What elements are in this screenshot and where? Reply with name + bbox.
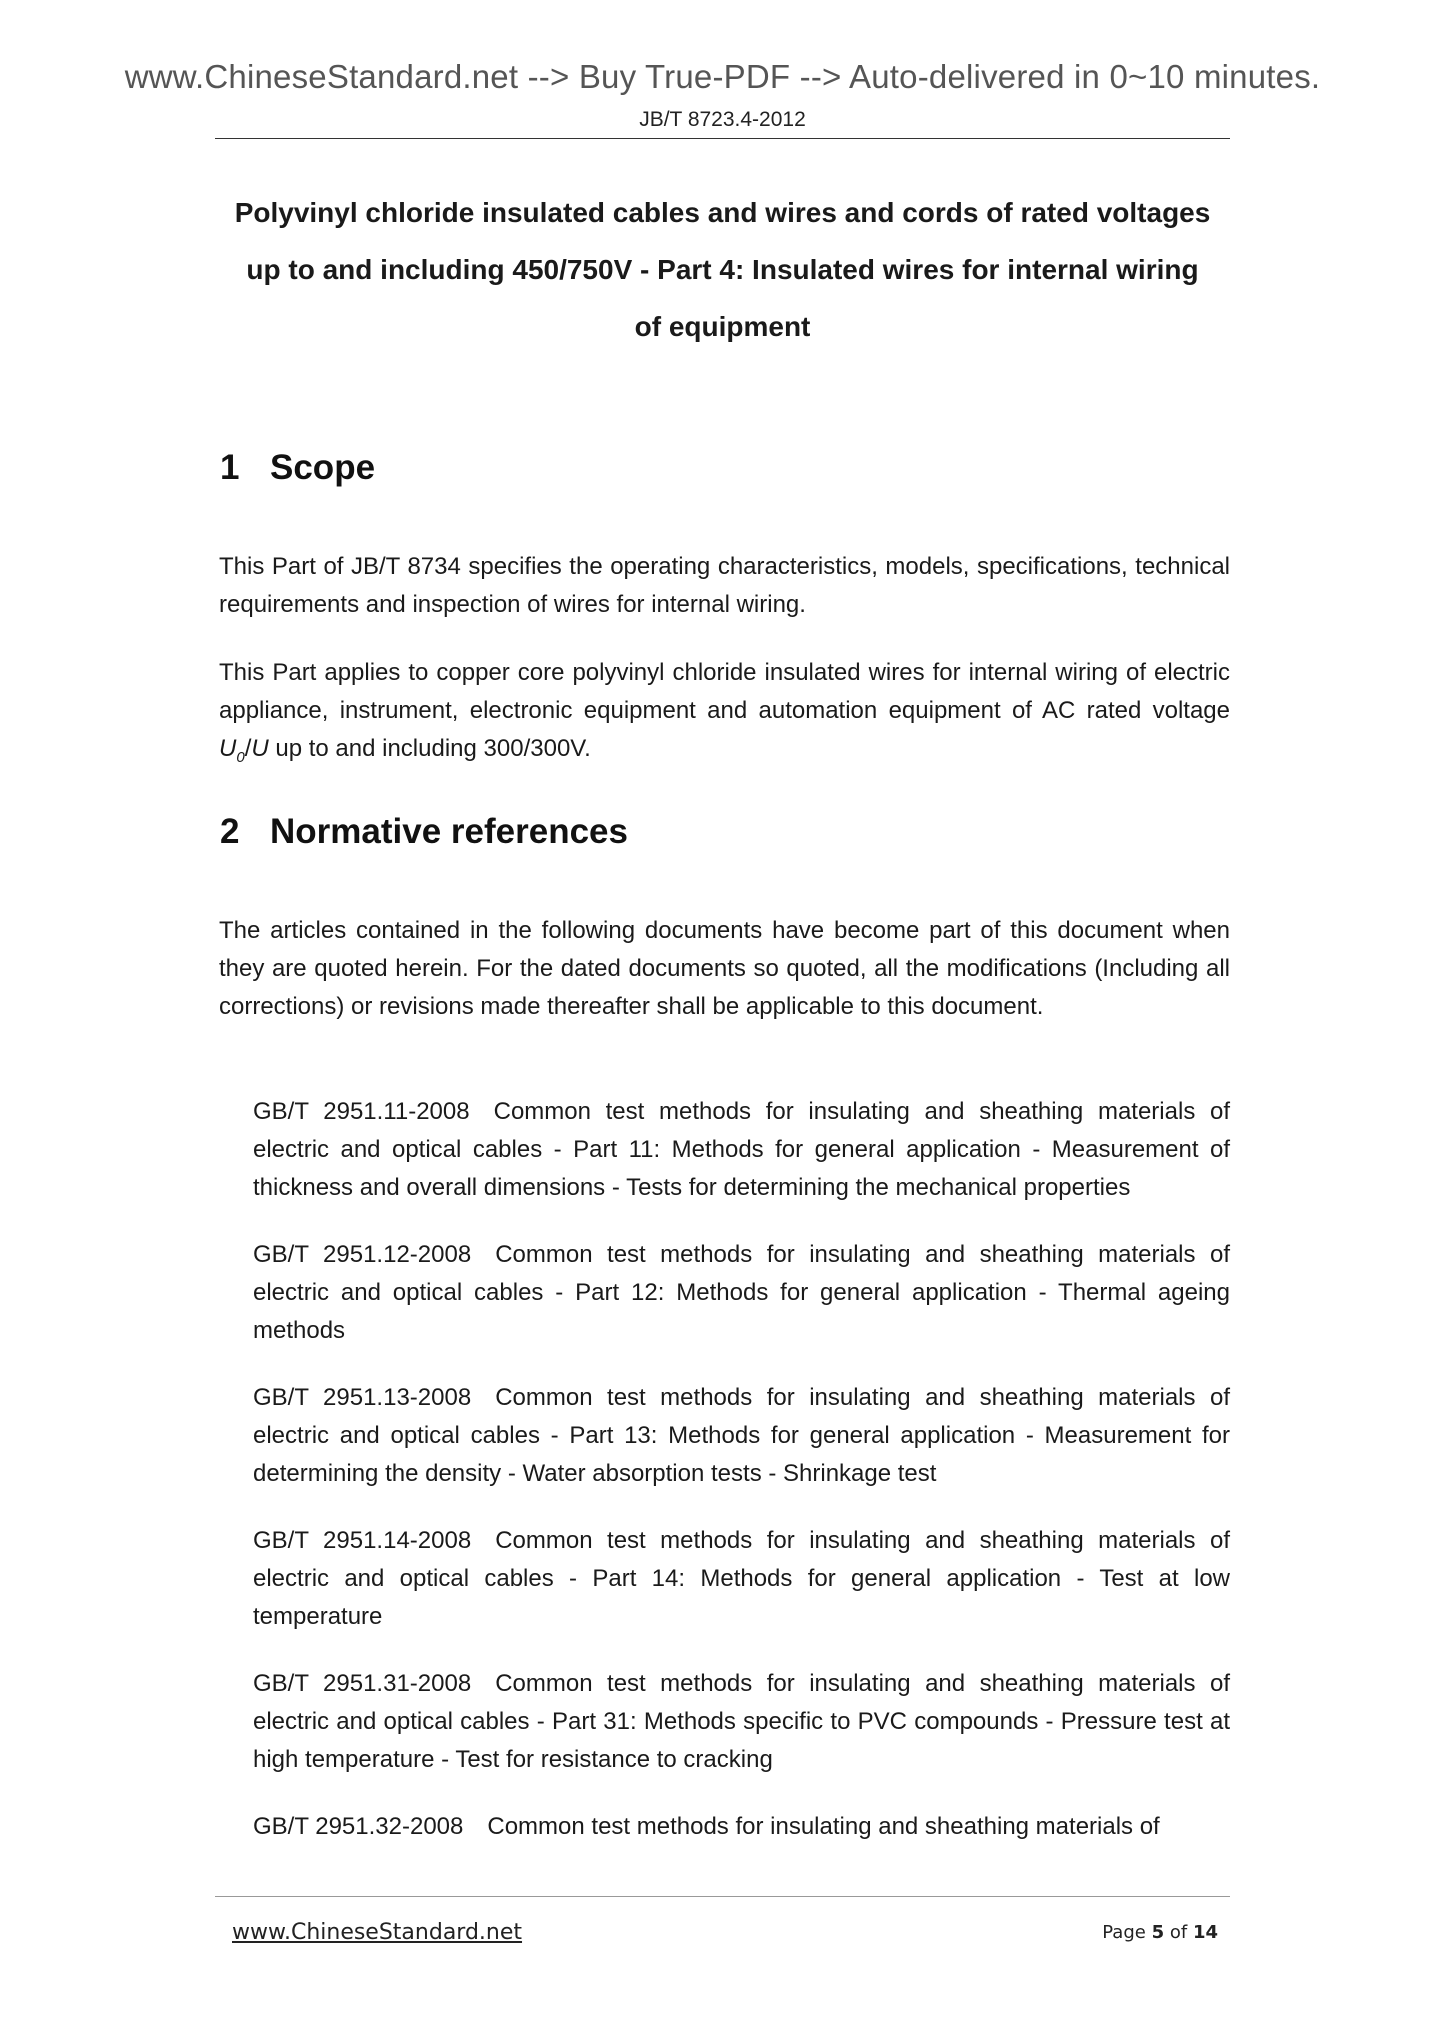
title-line-1: Polyvinyl chloride insulated cables and wires and cords of rated voltages	[234, 197, 1211, 228]
references-intro: The articles contained in the following documents have become part of this document when they are quoted herein. For the dated documents so quoted, all the modifications (Including all corrections) or revisions made thereafter shall be applicable to this document.	[219, 917, 1230, 1020]
reference-text: Common test methods for insulating and sheathing materials of electric and optical cables - Part 31: Methods specific to PVC compounds - Pressure test at high temperature - Test for resistance to cracking	[253, 1670, 1230, 1773]
current-page: 5	[1151, 1922, 1165, 1943]
section-title: Normative references	[270, 812, 628, 851]
section-title: Scope	[270, 448, 376, 487]
reference-item	[253, 1093, 1230, 1207]
voltage-symbol-u0: $U_0$	[219, 735, 245, 766]
reference-text: Common test methods for insulating and sheathing materials of electric and optical cables - Part 11: Methods for general application - Measurement of thickness and overall dimensions - Tests for determining the mechanical properties	[253, 1098, 1231, 1201]
scope-p2-tail: up to and including 300/300V.	[268, 735, 591, 762]
reference-text: Common test methods for insulating and sheathing materials of	[487, 1813, 1160, 1840]
document-title	[215, 184, 1230, 355]
scope-paragraph-1: This Part of JB/T 8734 specifies the operating characteristics, models, specifications, technical requirements and inspection of wires for internal wiring.	[219, 553, 1230, 618]
standard-code-header: JB/T 8723.4-2012	[639, 108, 806, 131]
section-number: 1	[220, 448, 240, 487]
reference-code: GB/T 2951.12-2008	[253, 1241, 472, 1268]
reference-item	[253, 1236, 1230, 1350]
reference-item	[253, 1522, 1230, 1636]
scope-p2-text: This Part applies to copper core polyvinyl chloride insulated wires for internal wiring of electric appliance, instrument, electronic equipment and automation equipment of AC rated voltage	[219, 659, 1230, 724]
section-heading-references	[220, 812, 628, 852]
voltage-symbol-u: U	[251, 735, 269, 762]
reference-code: GB/T 2951.13-2008	[253, 1384, 472, 1411]
scope-paragraph-2: This Part applies to copper core polyvinyl chloride insulated wires for internal wiring of electric appliance, instrument, electronic equipment and automation equipment of AC rated voltage $U_0/U$ up to and including 300/300V.	[219, 659, 1230, 766]
reference-text: Common test methods for insulating and sheathing materials of electric and optical cables - Part 14: Methods for general application - Test at low temperature	[253, 1527, 1230, 1630]
total-pages: 14	[1192, 1922, 1218, 1943]
reference-code: GB/T 2951.11-2008	[253, 1098, 470, 1125]
purchase-banner: www.ChineseStandard.net --> Buy True-PDF --> Auto-delivered in 0~10 minutes.	[124, 58, 1321, 95]
footer-divider	[215, 1896, 1230, 1897]
reference-item	[253, 1808, 1230, 1846]
reference-item	[253, 1379, 1230, 1493]
reference-item	[253, 1665, 1230, 1779]
section-number: 2	[220, 812, 240, 851]
reference-code: GB/T 2951.32-2008	[253, 1813, 464, 1840]
section-heading-scope	[220, 448, 375, 488]
title-line-2: up to and including 450/750V - Part 4: Insulated wires for internal wiring	[246, 254, 1199, 285]
header-divider	[215, 138, 1230, 139]
title-line-3: of equipment	[634, 311, 811, 342]
reference-code: GB/T 2951.14-2008	[253, 1527, 472, 1554]
reference-text: Common test methods for insulating and sheathing materials of electric and optical cables - Part 13: Methods for general application - Measurement for determining the density - Water absorption tests - Shrinkage test	[253, 1384, 1230, 1487]
footer-website-link[interactable]: www.ChineseStandard.net	[232, 1920, 523, 1945]
reference-code: GB/T 2951.31-2008	[253, 1670, 472, 1697]
page-number: Page 5 of 14	[1102, 1922, 1218, 1943]
reference-text: Common test methods for insulating and sheathing materials of electric and optical cables - Part 12: Methods for general application - Thermal ageing methods	[253, 1241, 1230, 1344]
